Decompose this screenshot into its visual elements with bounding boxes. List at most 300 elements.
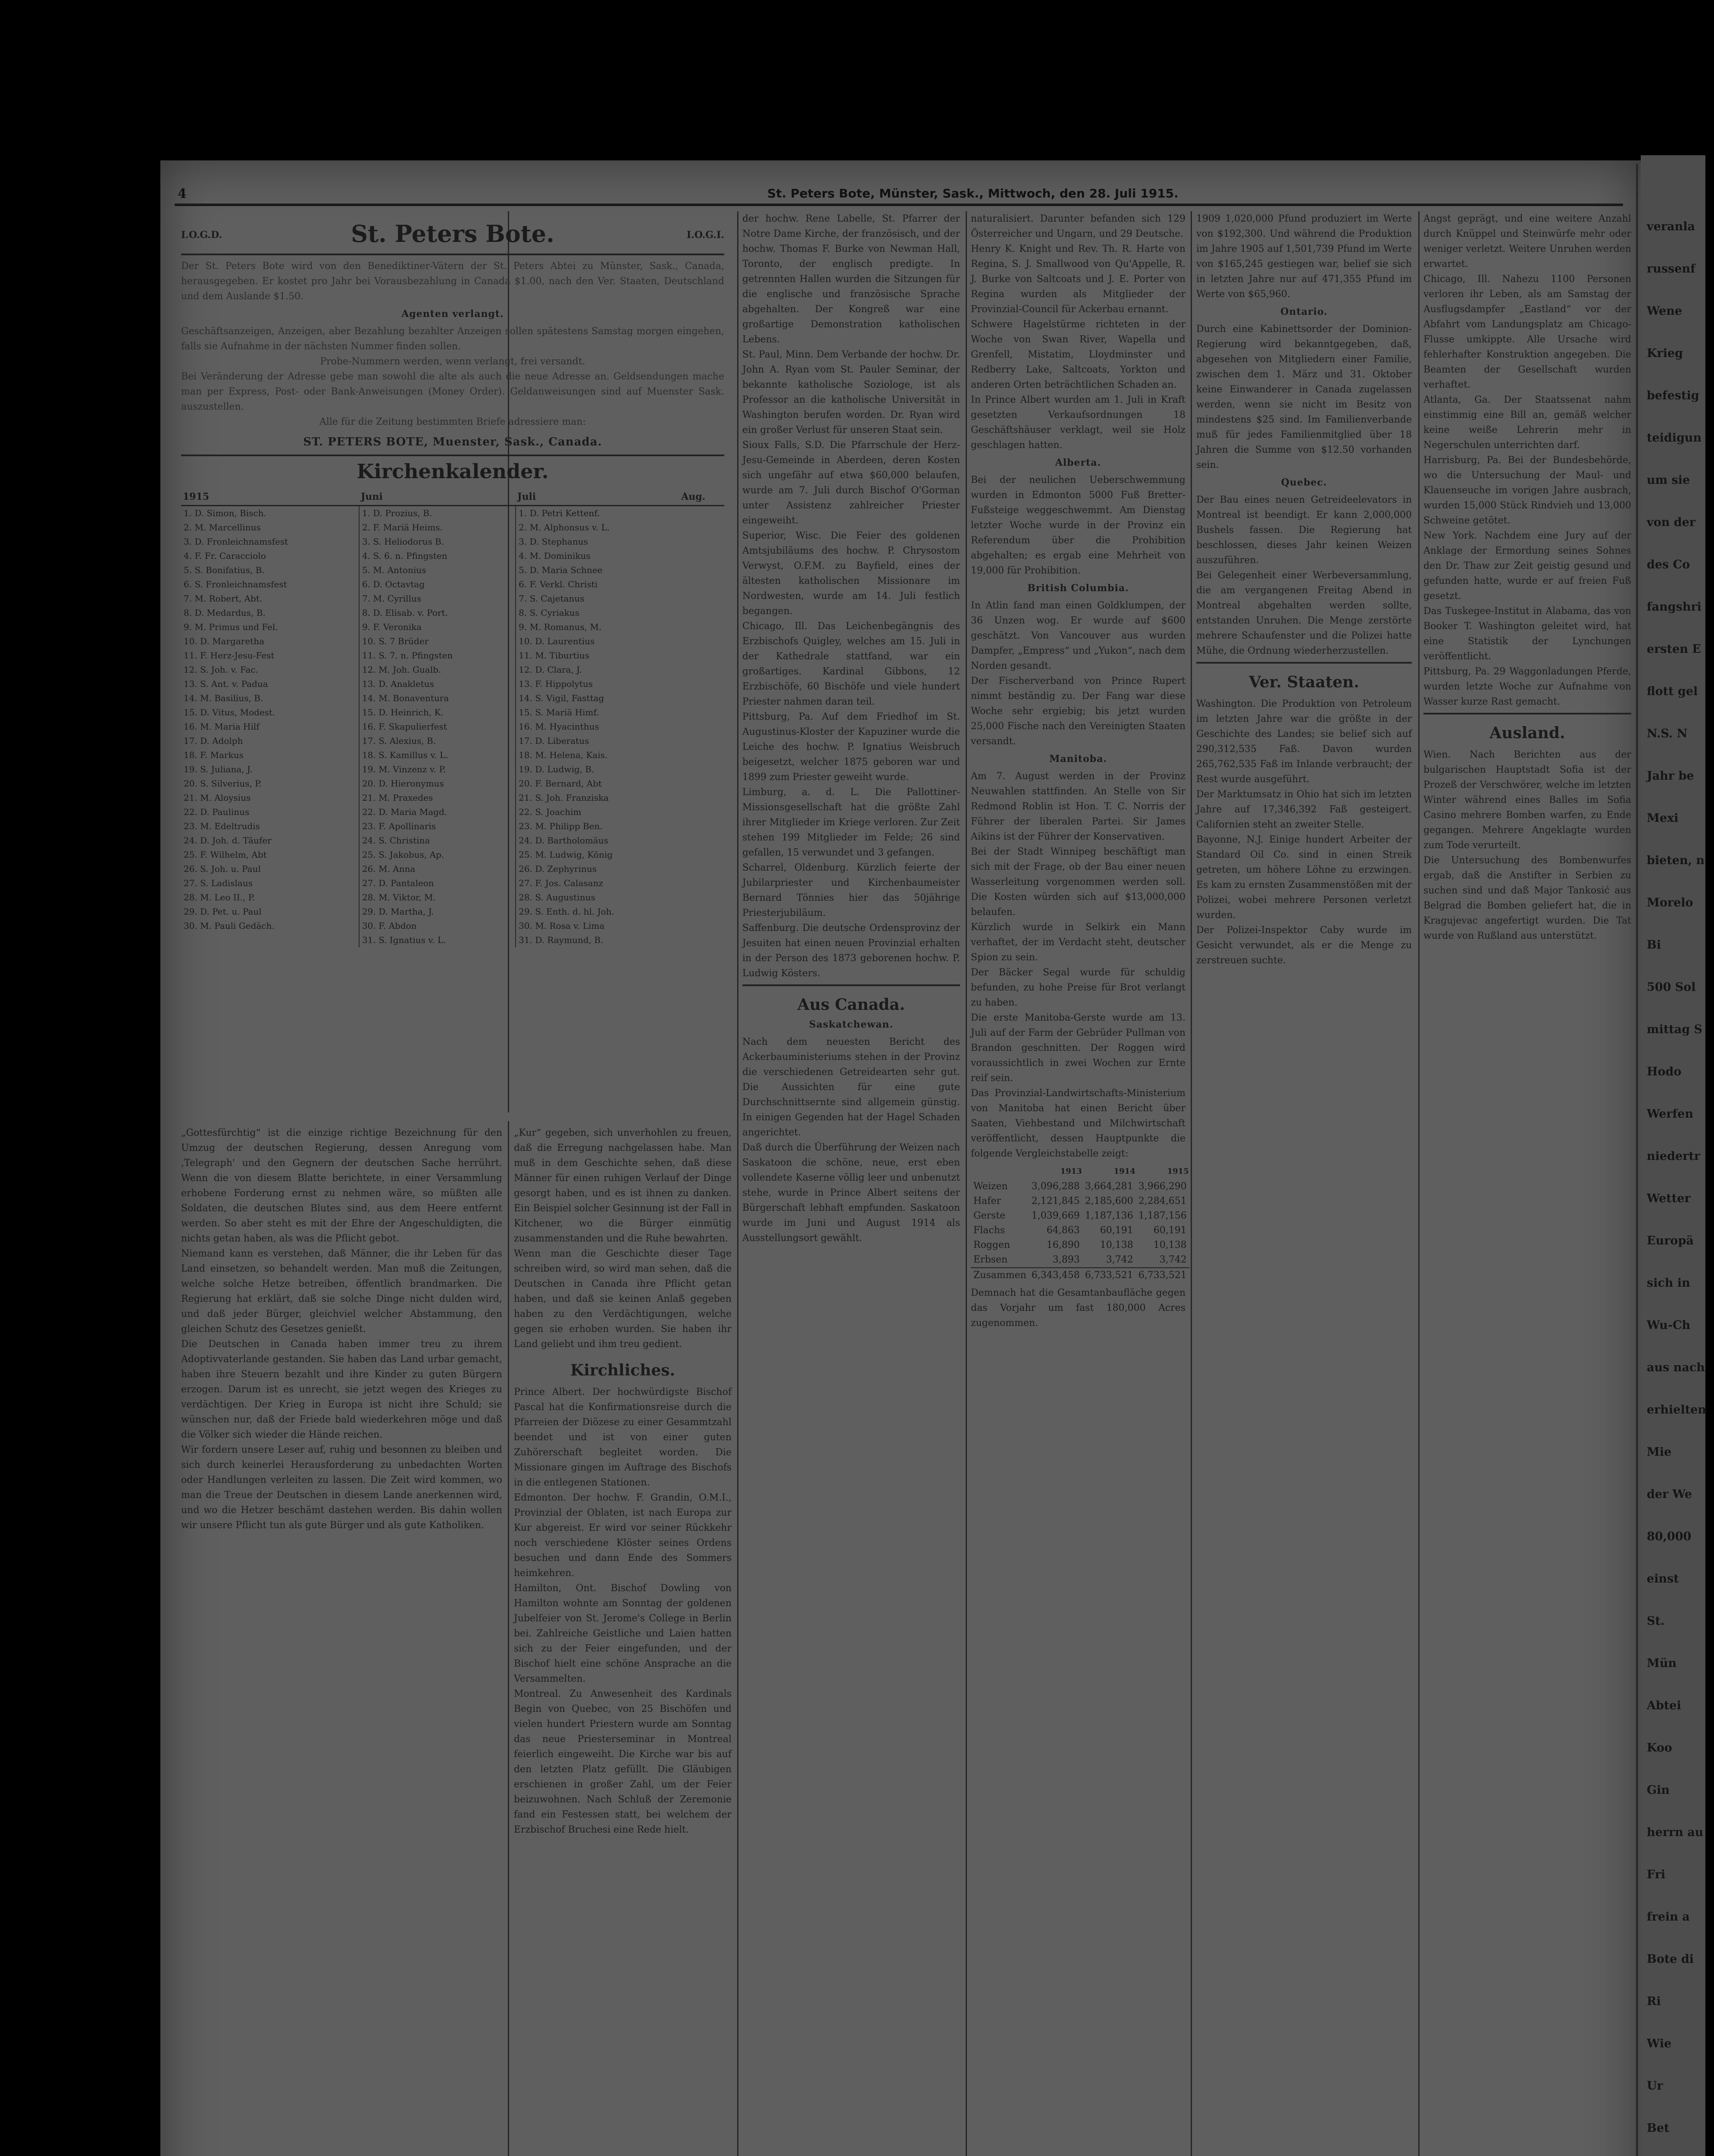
kalender-cell: 5. M. Antonius <box>359 563 516 577</box>
stats-cell: 3,893 <box>1052 1254 1080 1265</box>
edge-text-fragment: Gin <box>1647 1783 1670 1797</box>
stats-cell: Weizen <box>973 1181 1008 1192</box>
news-item: Der Bäcker Segal wurde für schuldig befunden, zu hohe Preise für Brot verlangt zu haben. <box>971 967 1185 1008</box>
kalender-cell: 21. M. Praxedes <box>359 791 516 805</box>
stats-row <box>971 1238 1189 1253</box>
kalender-cell: 31. D. Raymund, B. <box>519 935 604 945</box>
news-item: Harrisburg, Pa. Bei der Bundesbehörde, wo die Untersuchung der Maul- und Klauenseuche im vorigen Jahre ausbrach, wurden 15,000 Stück Rindvieh und 13,000 Schweine getötet. <box>1423 455 1631 526</box>
kalender-cell: 1. D. Simon, Bisch. <box>181 506 359 521</box>
kalender-cell: 15. S. Mariä Himf. <box>519 707 599 718</box>
edge-text-fragment: Werfen <box>1647 1107 1693 1121</box>
kalender-cell: 16. M. Maria Hilf <box>181 720 359 734</box>
news-item: Demnach hat die Gesamtanbaufläche gegen das Vorjahr um fast 180,000 Acres zugenommen. <box>971 1288 1185 1329</box>
edge-text-fragment: 500 Sol <box>1647 981 1696 994</box>
edge-text-fragment: Koo <box>1647 1741 1672 1755</box>
stats-total-cell: 6,733,521 <box>1082 1268 1136 1283</box>
edge-text-fragment: Mexi <box>1647 812 1679 825</box>
stats-row <box>971 1223 1189 1238</box>
kalender-cell: 22. D. Paulinus <box>181 805 359 819</box>
kalender-header-cell: Juli <box>516 489 679 506</box>
news-item: St. Paul, Minn. Dem Verbande der hochw. Dr. John A. Ryan vom St. Pauler Seminar, der bekannte katholische Soziologe, ist als Professor an die katholische Universität in Washington berufen worden. Dr. Ryan wird ein großer Verlust für unseren Staat sein. <box>742 349 960 436</box>
kalender-row <box>181 563 724 577</box>
edge-text-fragment: fangshri <box>1647 600 1701 614</box>
kalender-cell: 2. M. Alphonsus v. L. <box>519 522 610 533</box>
kalender-row <box>181 677 724 691</box>
news-item: Chicago, Ill. Das Leichenbegängnis des Erzbischofs Quigley, welches am 15. Juli in der Kathedrale stattfand, war ein großartiges. Kardinal Gibbons, 12 Erzbischöfe, 60 Bischöfe und viele hundert Priester nahmen daran teil. <box>742 621 960 707</box>
notice-text: Geschäftsanzeigen, Anzeigen, aber Bezahlung bezahlter Anzeigen sollen spätestens Samstag morgen eingehen, falls sie Aufnahme in der nächsten Nummer finden sollen. <box>181 326 724 352</box>
article-paragraph: „Gottesfürchtig“ ist die einzige richtige Bezeichnung für den Umzug der deutschen Regierung, dessen Anregung vom ,Telegraph' und den Gegnern der deutschen Sache herrührt. Wenn die von diesem Blatte berichtete, in einer Versammlung erhobene Forderung ernst zu nehmen wäre, so müßten alle Soldaten, die deutschen Blutes sind, aus dem Heere entfernt werden. So aber steht es mit der Ehre der Angeschuldigten, die nichts getan haben, als was die Pflicht gebot. <box>181 1128 502 1244</box>
kalender-cell: 18. F. Markus <box>181 748 359 762</box>
edge-text-fragment: frein a <box>1647 1910 1690 1924</box>
stats-cell: 3,966,290 <box>1138 1181 1187 1192</box>
section-aus-canada: Aus Canada. <box>797 996 905 1014</box>
news-item: Das Tuskegee-Institut in Alabama, das von Booker T. Washington geleitet wird, hat eine Statistik der Lynchungen veröffentlicht. <box>1423 606 1631 662</box>
stats-row <box>971 1253 1189 1268</box>
kalender-cell: 20. S. Silverius, P. <box>181 777 359 791</box>
kalender-cell: 22. S. Joachim <box>519 807 582 817</box>
edge-text-fragment: Wene <box>1647 304 1683 318</box>
edge-text-fragment: Hodo <box>1647 1065 1682 1078</box>
news-item: Montreal. Zu Anwesenheit des Kardinals Begin von Quebec, von 25 Bischöfen und vielen hundert Priestern wurde am Sonntag das neue Priesterseminar in Montreal feierlich eingeweiht. Die Kirche war bis auf den letzten Platz gefüllt. Die Gläubigen erschienen in großer Zahl, um der Feier beizuwohnen. Nach Schluß der Zeremonie fand ein Festessen statt, bei welchem der Erzbischof Bruchesi eine Rede hielt. <box>514 1689 732 1835</box>
kalender-title: Kirchenkalender. <box>357 460 549 483</box>
masthead-tag-left: I.O.G.D. <box>181 229 222 241</box>
stats-cell: 2,121,845 <box>1031 1196 1080 1206</box>
stats-cell: 60,191 <box>1153 1225 1187 1236</box>
edge-text-fragment: 80,000 <box>1647 1530 1692 1543</box>
edge-text-fragment: flott gel <box>1647 685 1698 698</box>
kalender-cell: 26. M. Anna <box>359 862 516 876</box>
stats-cell: 3,742 <box>1159 1254 1187 1265</box>
kalender-cell: 21. S. Joh. Franziska <box>519 793 609 803</box>
news-item: Nach dem neuesten Bericht des Ackerbauministeriums stehen in der Provinz die verschiedenen Getreidearten sehr gut. Die Aussichten für eine gute Durchschnittsernte sind allgemein günstig. In einigen Gegenden hat der Hagel Schaden angerichtet. <box>742 1037 960 1138</box>
kalender-cell: 24. D. Bartholomäus <box>519 835 608 846</box>
kalender-cell: 17. D. Adolph <box>181 734 359 748</box>
news-item: Chicago, Ill. Nahezu 1100 Personen verloren ihr Leben, als am Samstag der Ausflugsdampfer „Eastland“ vor der Abfahrt vom Landungsplatz am Chicago-Flusse umkippte. Alle Ursache wird fehlerhafter Konstruktion angegeben. Die Beamten der Gesellschaft wurden verhaftet. <box>1423 274 1631 390</box>
edge-text-fragment: Wu-Ch <box>1647 1319 1691 1332</box>
kalender-cell: 7. S. Cajetanus <box>519 593 585 604</box>
column-rule <box>1191 211 1192 2156</box>
masthead-rule <box>181 254 724 255</box>
news-item: Sioux Falls, S.D. Die Pfarrschule der Herz-Jesu-Gemeinde in Aberdeen, deren Kosten sich ungefähr auf etwa $60,000 belaufen, wurde am 7. Juli durch Bischof O'Gorman unter Assistenz zahlreicher Priester eingeweiht. <box>742 440 960 526</box>
kalender-row <box>181 862 724 876</box>
edge-text-fragment: Jahr be <box>1647 769 1694 783</box>
edge-text-fragment: Morelo <box>1647 896 1693 909</box>
news-item: Scharrel, Oldenburg. Kürzlich feierte der Jubilarpriester und Kirchenbaumeister Bernard Tönnies hier das 50jährige Priesterjubiläum. <box>742 862 960 918</box>
kalender-cell: 3. S. Heliodorus B. <box>359 535 516 549</box>
edge-text-fragment: einst <box>1647 1572 1679 1586</box>
kalender-cell: 6. D. Octavtag <box>359 577 516 592</box>
news-item: Hamilton, Ont. Bischof Dowling von Hamilton wohnte am Sonntag der goldenen Jubelfeier von St. Jerome's College in Berlin bei. Zahlreiche Geistliche und Laien hatten sich zu der Feier eingefunden, und der Bischof hielt eine schöne Ansprache an die Versammelten. <box>514 1583 732 1684</box>
kalender-cell: 7. M. Robert, Abt. <box>181 592 359 606</box>
kalender-cell: 29. D. Pet. u. Paul <box>181 905 359 919</box>
kalender-cell: 30. F. Abdon <box>359 919 516 933</box>
edge-text-fragment: N.S. N <box>1647 727 1688 740</box>
notice-text-3: Bei Veränderung der Adresse gebe man sowohl die alte als auch die neue Adresse an. Geldsendungen mache man per Express, Post- oder Bank-Anweisungen (Money Order). Geldanweisungen sind auf Muenster Sask. auszustellen. <box>181 371 724 412</box>
edge-text-fragment: erhielten <box>1647 1403 1707 1416</box>
page-gutter <box>1636 164 1638 2156</box>
kalender-table <box>181 489 724 947</box>
kalender-cell: 14. M. Bonaventura <box>359 691 516 705</box>
kalender-header-cell: Juni <box>359 489 516 506</box>
kalender-cell: 11. M. Tiburtius <box>519 650 590 661</box>
kalender-cell: 12. D. Clara, J. <box>519 664 582 675</box>
stats-header-row <box>971 1164 1189 1179</box>
news-item: Saffenburg. Die deutsche Ordensprovinz der Jesuiten hat einen neuen Provinzial erhalten in der Person des 1873 geborenen hochw. P. Ludwig Kösters. <box>742 923 960 979</box>
column-1-lower <box>181 1125 502 2156</box>
masthead-block <box>181 211 724 1112</box>
kalender-cell: 22. D. Maria Magd. <box>359 805 516 819</box>
kalender-cell: 8. D. Elisab. v. Port. <box>359 606 516 620</box>
stats-row <box>971 1179 1189 1194</box>
kalender-row <box>181 734 724 748</box>
stats-header-cell: 1913 <box>1060 1167 1082 1176</box>
news-item: 1909 1,020,000 Pfund produziert im Werte von $192,300. Und während die Produktion im Jahre 1905 auf 1,501,739 Pfund im Werte von $165,245 gestiegen war, belief sie sich in letzten Jahre nur auf 471,355 Pfund im Werte von $65,960. <box>1196 213 1412 300</box>
kalender-header-row <box>181 489 724 506</box>
edge-text-fragment: Ur <box>1647 2079 1663 2093</box>
kalender-cell: 2. M. Marcellinus <box>181 520 359 535</box>
stats-header-cell: 1914 <box>1113 1167 1135 1176</box>
subsection-ontario: Ontario. <box>1280 306 1328 317</box>
news-item: Kürzlich wurde in Selkirk ein Mann verhaftet, der im Verdacht steht, deutscher Spion zu sein. <box>971 922 1185 963</box>
kalender-row <box>181 620 724 634</box>
edge-text-fragment: aus nach <box>1647 1361 1705 1374</box>
kalender-cell: 5. S. Bonifatius, B. <box>181 563 359 577</box>
masthead-title-row <box>181 220 724 250</box>
stats-cell: 10,138 <box>1153 1240 1187 1250</box>
kalender-row <box>181 848 724 862</box>
kalender-cell: 24. S. Christina <box>359 834 516 848</box>
section-rule <box>742 984 960 986</box>
kalender-cell: 29. D. Martha, J. <box>359 905 516 919</box>
kalender-cell: 13. S. Ant. v. Padua <box>181 677 359 691</box>
kalender-cell: 9. M. Romanus, M. <box>519 622 602 632</box>
stats-cell: 16,890 <box>1046 1240 1080 1250</box>
section-rule <box>1423 713 1631 714</box>
kalender-cell: 6. F. Verkl. Christi <box>519 579 598 589</box>
kalender-cell: 7. M. Cyrillus <box>359 592 516 606</box>
kalender-row <box>181 606 724 620</box>
news-item: Schwere Hagelstürme richteten in der Woche von Swan River, Wapella und Grenfell, Mistatim, Lloydminster und Redberry Lake, Saltcoats, Yorkton und anderen Orten beträchtlichen Schaden an. <box>971 319 1185 390</box>
section-ver-staaten: Ver. Staaten. <box>1249 673 1359 691</box>
stats-cell: Roggen <box>973 1240 1010 1250</box>
news-item: Prince Albert. Der hochwürdigste Bischof Pascal hat die Konfirmationsreise durch die Pfarreien der Diözese zu einer Gesammtzahl beendet und ist von einer guten Zuhörerschaft begleitet worden. Die Missionare gingen im Auftrage des Bischofs in die entlegenen Stationen. <box>514 1387 732 1488</box>
kalender-rule <box>181 454 724 456</box>
stats-header-cell <box>971 1164 1029 1179</box>
page-number: 4 <box>178 186 187 201</box>
edge-text-fragment: der We <box>1647 1488 1692 1501</box>
edge-text-fragment: Bi <box>1647 938 1661 952</box>
kalender-cell: 2. F. Mariä Heims. <box>359 520 516 535</box>
edge-text-fragment: ersten E <box>1647 642 1701 656</box>
kalender-cell: 5. D. Maria Schnee <box>519 565 603 575</box>
column-rule <box>1418 211 1420 2156</box>
kalender-cell: 12. M. Joh. Gualb. <box>359 663 516 677</box>
edge-text-fragment: russenf <box>1647 262 1695 276</box>
kalender-cell: 16. M. Hyacinthus <box>519 721 599 732</box>
kalender-cell: 15. D. Vitus, Modest. <box>181 705 359 720</box>
column-2-lower <box>514 1125 732 2156</box>
kalender-cell: 13. D. Anakletus <box>359 677 516 691</box>
news-item: Der Bau eines neuen Getreideelevators in Montreal ist beendigt. Er kann 2,000,000 Bushels fassen. Die Regierung hat beschlossen, dieses Jahr keinen Weizen auszuführen. <box>1196 495 1412 566</box>
kalender-cell: 4. M. Dominikus <box>519 551 591 561</box>
kalender-header-cell: Aug. <box>679 489 724 506</box>
edge-text-fragment: von der <box>1647 516 1696 529</box>
stats-cell: 60,191 <box>1100 1225 1133 1236</box>
kalender-row <box>181 577 724 592</box>
kalender-cell: 3. D. Stephanus <box>519 536 588 547</box>
edge-text-fragment: Europä <box>1647 1234 1694 1247</box>
edge-text-fragment: Bote di <box>1647 1952 1694 1966</box>
kalender-cell: 20. F. Bernard, Abt <box>519 778 602 789</box>
section-kirchliches: Kirchliches. <box>570 1361 676 1379</box>
kalender-cell: 9. F. Veronika <box>359 620 516 634</box>
kalender-cell: 25. F. Wilhelm, Abt <box>181 848 359 862</box>
kalender-cell: 12. S. Joh. v. Fac. <box>181 663 359 677</box>
news-item: Superior, Wisc. Die Feier des goldenen Amtsjubiläums des hochw. P. Chrysostom Verwyst, O.F.M. zu Bayfield, eines der ältesten katholischen Missionare im Nordwesten, wurde am 14. Juli festlich begangen. <box>742 530 960 617</box>
masthead-address: ST. PETERS BOTE, Muenster, Sask., Canada. <box>303 436 602 448</box>
article-paragraph: Niemand kann es verstehen, daß Männer, die ihr Leben für das Land einsetzen, so behandelt werden. Man muß die Zeitungen, welche solche Hetze betreiben, öffentlich brandmarken. Die Regierung hat erklärt, daß sie solche Dinge nicht dulden wird, und daß jeder Bürger, gleichviel welcher Abstammung, den gleichen Schutz des Gesetzes genießt. <box>181 1248 502 1335</box>
stats-cell: 1,039,669 <box>1031 1210 1080 1221</box>
kalender-row <box>181 791 724 805</box>
column-rule <box>508 1121 509 2156</box>
section-rule <box>1196 662 1412 664</box>
kalender-header-cell: 1915 <box>181 489 359 506</box>
news-item: Bei der neulichen Ueberschwemmung wurden in Edmonton 5000 Fuß Bretter-Fußsteige weggeschwemmt. Am Dienstag letzter Woche wurde in der Provinz ein Referendum über die Prohibition abgehalten; es ergab eine Mehrheit von 19,000 für Prohibition. <box>971 475 1185 576</box>
edge-text-fragment: veranla <box>1647 220 1695 233</box>
kalender-cell: 14. S. Vigil, Fasttag <box>519 693 604 703</box>
kalender-row <box>181 634 724 649</box>
kalender-cell: 13. F. Hippolytus <box>519 679 593 689</box>
kalender-cell: 19. D. Ludwig, B. <box>519 764 594 774</box>
kalender-row <box>181 819 724 834</box>
kalender-cell: 25. S. Jakobus, Ap. <box>359 848 516 862</box>
news-item: Atlanta, Ga. Der Staatssenat nahm einstimmig eine Bill an, gemäß welcher keine weiße Lehrerin mehr in Negerschulen unterrichten darf. <box>1423 395 1631 451</box>
kalender-cell: 14. M. Basilius, B. <box>181 691 359 705</box>
kalender-cell: 8. S. Cyriakus <box>519 608 580 618</box>
kalender-row <box>181 876 724 890</box>
news-item: Angst geprägt, und eine weitere Anzahl durch Knüppel und Steinwürfe mehr oder weniger verletzt. Weitere Unruhen werden erwartet. <box>1423 213 1631 270</box>
news-item: Daß durch die Überführung der Weizen nach Saskatoon die schöne, neue, erst eben vollendete Kaserne völlig leer und unbenutzt stehe, wurde in Prince Albert seitens der Bürgerschaft lebhaft empfunden. Saskatoon wurde im Juni und August 1914 als Ausstellungsort gewählt. <box>742 1142 960 1244</box>
edge-text-fragment: bieten, n <box>1647 854 1705 867</box>
news-item: Die erste Manitoba-Gerste wurde am 13. Juli auf der Farm der Gebrüder Pullman von Brandon geschnitten. Der Roggen wird voraussichtlich in zwei Wochen zur Ernte reif sein. <box>971 1012 1185 1084</box>
kalender-cell: 19. M. Vinzenz v. P. <box>359 762 516 777</box>
stats-cell: 2,185,600 <box>1085 1196 1133 1206</box>
running-head: St. Peters Bote, Münster, Sask., Mittwoch, den 28. Juli 1915. <box>767 186 1179 201</box>
kalender-cell: 20. D. Hieronymus <box>359 777 516 791</box>
kalender-row <box>181 691 724 705</box>
column-3 <box>742 211 960 2156</box>
kalender-cell: 27. S. Ladislaus <box>181 876 359 890</box>
kalender-cell: 30. M. Pauli Gedäch. <box>181 919 359 933</box>
stats-cell: Flachs <box>973 1225 1005 1236</box>
kalender-cell: 17. S. Alexius, B. <box>359 734 516 748</box>
news-item: Pittsburg, Pa. Auf dem Friedhof im St. Augustinus-Kloster der Kapuziner wurde die Leiche des hochw. P. Ignatius Weisbruch beigesetzt, welcher 1875 geboren war und 1899 zum Priester geweiht wurde. <box>742 711 960 783</box>
edge-text-fragment: Abtei <box>1647 1699 1681 1712</box>
subsection-manitoba: Manitoba. <box>1049 753 1107 765</box>
kalender-row <box>181 890 724 905</box>
edge-text-fragment: herrn au <box>1647 1826 1704 1839</box>
kalender-row <box>181 535 724 549</box>
stats-cell: 1,187,136 <box>1085 1210 1133 1221</box>
column-5 <box>1196 211 1412 2156</box>
edge-text-fragment: um sie <box>1647 473 1690 487</box>
kalender-cell: 28. M. Leo II., P. <box>181 890 359 905</box>
kalender-body <box>181 506 724 948</box>
news-item: Wien. Nach Berichten aus der bulgarischen Hauptstadt Sofia ist der Prozeß der Verschwörer, welche im letzten Winter während eines Balles im Sofia Casino mehrere Bomben warfen, zu Ende gegangen. Mehrere Angeklagte wurden zum Tode verurteilt. <box>1423 749 1631 851</box>
kalender-row <box>181 592 724 606</box>
stats-total-row <box>971 1268 1189 1283</box>
kalender-cell: 10. D. Laurentius <box>519 636 595 646</box>
edge-text-fragment: niedertr <box>1647 1150 1701 1163</box>
kalender-cell: 26. S. Joh. u. Paul <box>181 862 359 876</box>
news-item: Bei Gelegenheit einer Werbeversammlung, die am vergangenen Freitag Abend in Montreal abgehalten werden sollte, entstanden Unruhen. Die Menge zerstörte mehrere Schaufenster und die Polizei hatte Mühe, die Ordnung wiederherzustellen. <box>1196 570 1412 656</box>
stats-cell: 10,138 <box>1100 1240 1133 1250</box>
news-item: Der Marktumsatz in Ohio hat sich im letzten Jahre auf 17,346,392 Faß gesteigert. Californien steht an zweiter Stelle. <box>1196 789 1412 830</box>
section-ausland: Ausland. <box>1489 724 1565 742</box>
kalender-row <box>181 649 724 663</box>
kalender-row <box>181 506 724 521</box>
edge-text-fragment: Fri <box>1647 1868 1666 1881</box>
kalender-cell: 27. D. Pantaleon <box>359 876 516 890</box>
kalender-cell: 19. S. Juliana, J. <box>181 762 359 777</box>
news-item: Bei der Stadt Winnipeg beschäftigt man sich mit der Frage, ob der Bau einer neuen Wasserleitung vorgenommen werden soll. Die Kosten würden sich auf $13,000,000 belaufen. <box>971 846 1185 918</box>
kalender-row <box>181 834 724 848</box>
kalender-row <box>181 777 724 791</box>
stats-total-cell: 6,343,458 <box>1029 1268 1082 1283</box>
edge-text-fragment: sich in <box>1647 1276 1690 1290</box>
edge-text-fragment: befestig <box>1647 389 1699 402</box>
notice-text-2: Probe-Nummern werden, wenn verlangt, frei versandt. <box>320 356 585 367</box>
kalender-cell: 18. M. Helena, Kais. <box>519 750 608 760</box>
stats-header-cell: 1915 <box>1167 1167 1189 1176</box>
subsection-quebec: Quebec. <box>1281 477 1327 488</box>
column-4 <box>971 211 1189 2156</box>
kalender-row <box>181 905 724 919</box>
kalender-row <box>181 805 724 819</box>
kalender-row <box>181 520 724 535</box>
kalender-cell: 8. D. Medardus, B. <box>181 606 359 620</box>
news-item: In Atlin fand man einen Goldklumpen, der 36 Unzen wog. Er wurde auf $600 geschätzt. Von Vancouver aus wurden Dampfer, „Empress“ und „Yukon“, nach dem Norden gesandt. <box>971 600 1185 671</box>
kalender-cell: 23. F. Apollinaris <box>359 819 516 834</box>
subsection-alberta: Alberta. <box>1055 457 1101 468</box>
news-item: New York. Nachdem eine Jury auf der Anklage der Ermordung seines Sohnes den Dr. Thaw zur Zeit geistig gesund und gefunden hatte, wurde er auf freien Fuß gesetzt. <box>1423 530 1631 602</box>
column-rule <box>737 211 738 2156</box>
stats-cell: 2,284,651 <box>1138 1196 1187 1206</box>
article-paragraph: Wir fordern unsere Leser auf, ruhig und besonnen zu bleiben und sich durch keinerlei Herausforderung zu unbedachten Worten oder Handlungen verleiten zu lassen. Die Zeit wird kommen, wo man die Treue der Deutschen in diesem Lande anerkennen wird, und wo die Hetzer beschämt dastehen werden. Bis dahin wollen wir unsere Pflicht tun als gute Bürger und als gute Katholiken. <box>181 1445 502 1531</box>
edge-text-fragment: Mie <box>1647 1445 1672 1459</box>
article-paragraph: „Kur“ gegeben, sich unverhohlen zu freuen, daß die Erregung nachgelassen habe. Man muß in dem Geschichte sehen, daß diese Männer für einen ruhigen Verlauf der Dinge gesorgt haben, und es ist ihnen zu danken. Ein Beispiel solcher Gesinnung ist der Fall in Kitchener, wo die Bürger einmütig zusammenstanden und die Ruhe bewahrten. <box>514 1128 732 1244</box>
kalender-cell: 27. F. Jos. Calasanz <box>519 878 603 888</box>
kalender-cell: 21. M. Aloysius <box>181 791 359 805</box>
stats-row <box>971 1209 1189 1223</box>
kalender-cell: 15. D. Heinrich, K. <box>359 705 516 720</box>
kalender-row <box>181 933 724 947</box>
stats-total-cell: Zusammen <box>971 1268 1029 1283</box>
kalender-cell: 30. M. Rosa v. Lima <box>519 921 605 931</box>
stats-cell: 3,742 <box>1106 1254 1133 1265</box>
subscription-text: Der St. Peters Bote wird von den Benediktiner-Vätern der St. Peters Abtei zu Münster, Sask., Canada, herausgegeben. Er kostet pro Jahr bei Vorausbezahlung in Canada $1.00, nach den Ver. Staaten, Deutschland und dem Auslande $1.50. <box>181 261 724 302</box>
edge-text-fragment: St. <box>1647 1614 1665 1628</box>
stats-cell: Gerste <box>973 1210 1006 1221</box>
stats-cell: Erbsen <box>973 1254 1008 1265</box>
notice-text-4: Alle für die Zeitung bestimmten Briefe adressiere man: <box>319 417 586 427</box>
news-item: Der Fischerverband von Prince Rupert nimmt beständig zu. Der Fang war diese Woche sehr ergiebig; bis jetzt wurden 25,000 Fische nach den Vereinigten Staaten versandt. <box>971 676 1185 747</box>
kalender-cell: 3. D. Fronleichnamsfest <box>181 535 359 549</box>
kalender-row <box>181 762 724 777</box>
crop-statistics-table <box>971 1164 1189 1283</box>
kalender-cell: 18. S. Kamillus v. L. <box>359 748 516 762</box>
kalender-cell: 25. M. Ludwig, König <box>519 849 613 860</box>
kalender-cell: 24. D. Joh. d. Täufer <box>181 834 359 848</box>
edge-text-fragment: Ri <box>1647 1995 1661 2008</box>
news-item: Henry K. Knight und Rev. Th. R. Harte von Regina, S. J. Smallwood von Qu'Appelle, R. J. Burke von Saltcoats und J. E. Porter von Regina wurden als Mitglieder der Provinzial-Council für Ackerbau ernannt. <box>971 244 1185 315</box>
kalender-cell: 26. D. Zephyrinus <box>519 864 597 874</box>
kalender-row <box>181 705 724 720</box>
kalender-row <box>181 549 724 563</box>
news-item: Am 7. August werden in der Provinz Neuwahlen stattfinden. An Stelle von Sir Redmond Roblin ist Hon. T. C. Norris der Führer der liberalen Partei. Sir James Aikins ist der Führer der Konservativen. <box>971 771 1185 842</box>
header-rule <box>175 204 1623 206</box>
news-item: Die Untersuchung des Bombenwurfes ergab, daß die Anstifter in Serbien zu suchen sind und daß Major Tankosić aus Belgrad die Bomben geliefert hat, die in Kragujevac angefertigt wurden. Die Tat wurde von Rußland aus unterstützt. <box>1423 855 1631 941</box>
kalender-cell: 28. S. Augustinus <box>519 892 595 903</box>
article-paragraph: Die Deutschen in Canada haben immer treu zu ihrem Adoptivvaterlande gestanden. Sie haben das Land urbar gemacht, haben ihre Steuern bezahlt und ihre Kinder zu guten Bürgern erzogen. Darum ist es unrecht, sie jetzt wegen des Krieges zu verdächtigen. Der Krieg in Europa ist nicht ihre Schuld; sie wünschen nur, daß der Friede bald wiederkehren möge und daß die Völker sich wieder die Hände reichen. <box>181 1339 502 1440</box>
edge-text-fragment: des Co <box>1647 558 1690 571</box>
news-item: Das Provinzial-Landwirtschafts-Ministerium von Manitoba hat einen Bericht über Saaten, Viehbestand und Milchwirtschaft veröffentlicht, dessen Hauptpunkte die folgende Vergleichstabelle zeigt: <box>971 1088 1185 1159</box>
edge-text-fragment: Wetter <box>1647 1192 1691 1205</box>
news-item: naturalisiert. Darunter befanden sich 129 Österreicher und Ungarn, und 29 Deutsche. <box>971 213 1185 239</box>
kalender-row <box>181 720 724 734</box>
column-rule <box>966 211 967 2156</box>
stats-body <box>971 1179 1189 1283</box>
kalender-row <box>181 748 724 762</box>
kalender-cell: 10. S. 7 Brüder <box>359 634 516 649</box>
stats-row <box>971 1194 1189 1209</box>
column-6 <box>1423 211 1631 2156</box>
stats-total-cell: 6,733,521 <box>1136 1268 1189 1283</box>
edge-text-fragment: Mün <box>1647 1657 1677 1670</box>
kalender-cell <box>181 933 359 947</box>
stats-cell: 64,863 <box>1046 1225 1080 1236</box>
kalender-row <box>181 919 724 933</box>
kalender-cell: 29. S. Enth. d. hl. Joh. <box>519 906 614 917</box>
news-item: Durch eine Kabinettsorder der Dominion-Regierung wird bekanntgegeben, daß, abgesehen von Mitgliedern einer Familie, zwischen dem 1. März und 31. Oktober keine Einwanderer in Canada zugelassen werden, wenn sie nicht im Besitz von mindestens $25 sind. Im Familienverbande muß für jedes Familienmitglied über 18 Jahren die Summe von $12.50 vorhanden sein. <box>1196 324 1412 470</box>
news-item: Limburg, a. d. L. Die Pallottiner-Missionsgesellschaft hat die größte Zahl ihrer Mitglieder im Kriege verloren. Zur Zeit stehen 199 Mitglieder im Felde; 26 sind gefallen, 15 verwundet und 3 gefangen. <box>742 787 960 858</box>
edge-text-fragment: Bet <box>1647 2122 1670 2135</box>
next-page-edge <box>1641 155 1705 2156</box>
kalender-cell: 9. M. Primus und Fel. <box>181 620 359 634</box>
stats-cell: 1,187,156 <box>1138 1210 1187 1221</box>
kalender-cell: 11. F. Herz-Jesu-Fest <box>181 649 359 663</box>
news-item: Bayonne, N.J. Einige hundert Arbeiter der Standard Oil Co. sind in einen Streik getreten, um höhere Löhne zu erzwingen. Es kam zu ernsten Zusammenstößen mit der Polizei, wobei mehrere Personen verletzt wurden. <box>1196 834 1412 921</box>
subsection-saskatchewan: Saskatchewan. <box>809 1019 894 1030</box>
kalender-cell: 6. S. Fronleichnamsfest <box>181 577 359 592</box>
kalender-cell: 23. M. Philipp Ben. <box>519 821 603 831</box>
edge-text-fragment: mittag S <box>1647 1023 1703 1036</box>
news-item: Der Polizei-Inspektor Caby wurde im Gesicht verwundet, als er die Menge zu zerstreuen suchte. <box>1196 925 1412 966</box>
masthead-tag-right: I.O.G.I. <box>686 229 724 241</box>
kalender-cell: 4. F. Fr. Caracciolo <box>181 549 359 563</box>
kalender-row <box>181 663 724 677</box>
kalender-cell: 1. D. Prozius, B. <box>359 506 516 521</box>
article-paragraph: Wenn man die Geschichte dieser Tage schreiben wird, so wird man sehen, daß die Deutschen in Canada ihre Pflicht getan haben, und daß sie keinen Anlaß gegeben haben zu den Verdächtigungen, welche gegen sie erhoben wurden. Sie haben ihr Land geliebt und ihm treu gedient. <box>514 1248 732 1350</box>
kalender-cell: 17. D. Liberatus <box>519 736 589 746</box>
stats-cell: 3,664,281 <box>1085 1181 1133 1192</box>
agents-heading: Agenten verlangt. <box>401 308 504 320</box>
news-item: Pittsburg, Pa. 29 Waggonladungen Pferde, wurden letzte Woche zur Aufnahme von Wasser kurze Rast gemacht. <box>1423 666 1631 707</box>
kalender-cell: 28. M. Viktor, M. <box>359 890 516 905</box>
kalender-cell: 1. D. Petri Kettenf. <box>519 508 600 518</box>
subsection-british-columbia: British Columbia. <box>1027 583 1129 594</box>
news-item: In Prince Albert wurden am 1. Juli in Kraft gesetzten Verkaufsordnungen 18 Geschäftshäuser verklagt, weil sie Holz geschlagen hatten. <box>971 395 1185 451</box>
